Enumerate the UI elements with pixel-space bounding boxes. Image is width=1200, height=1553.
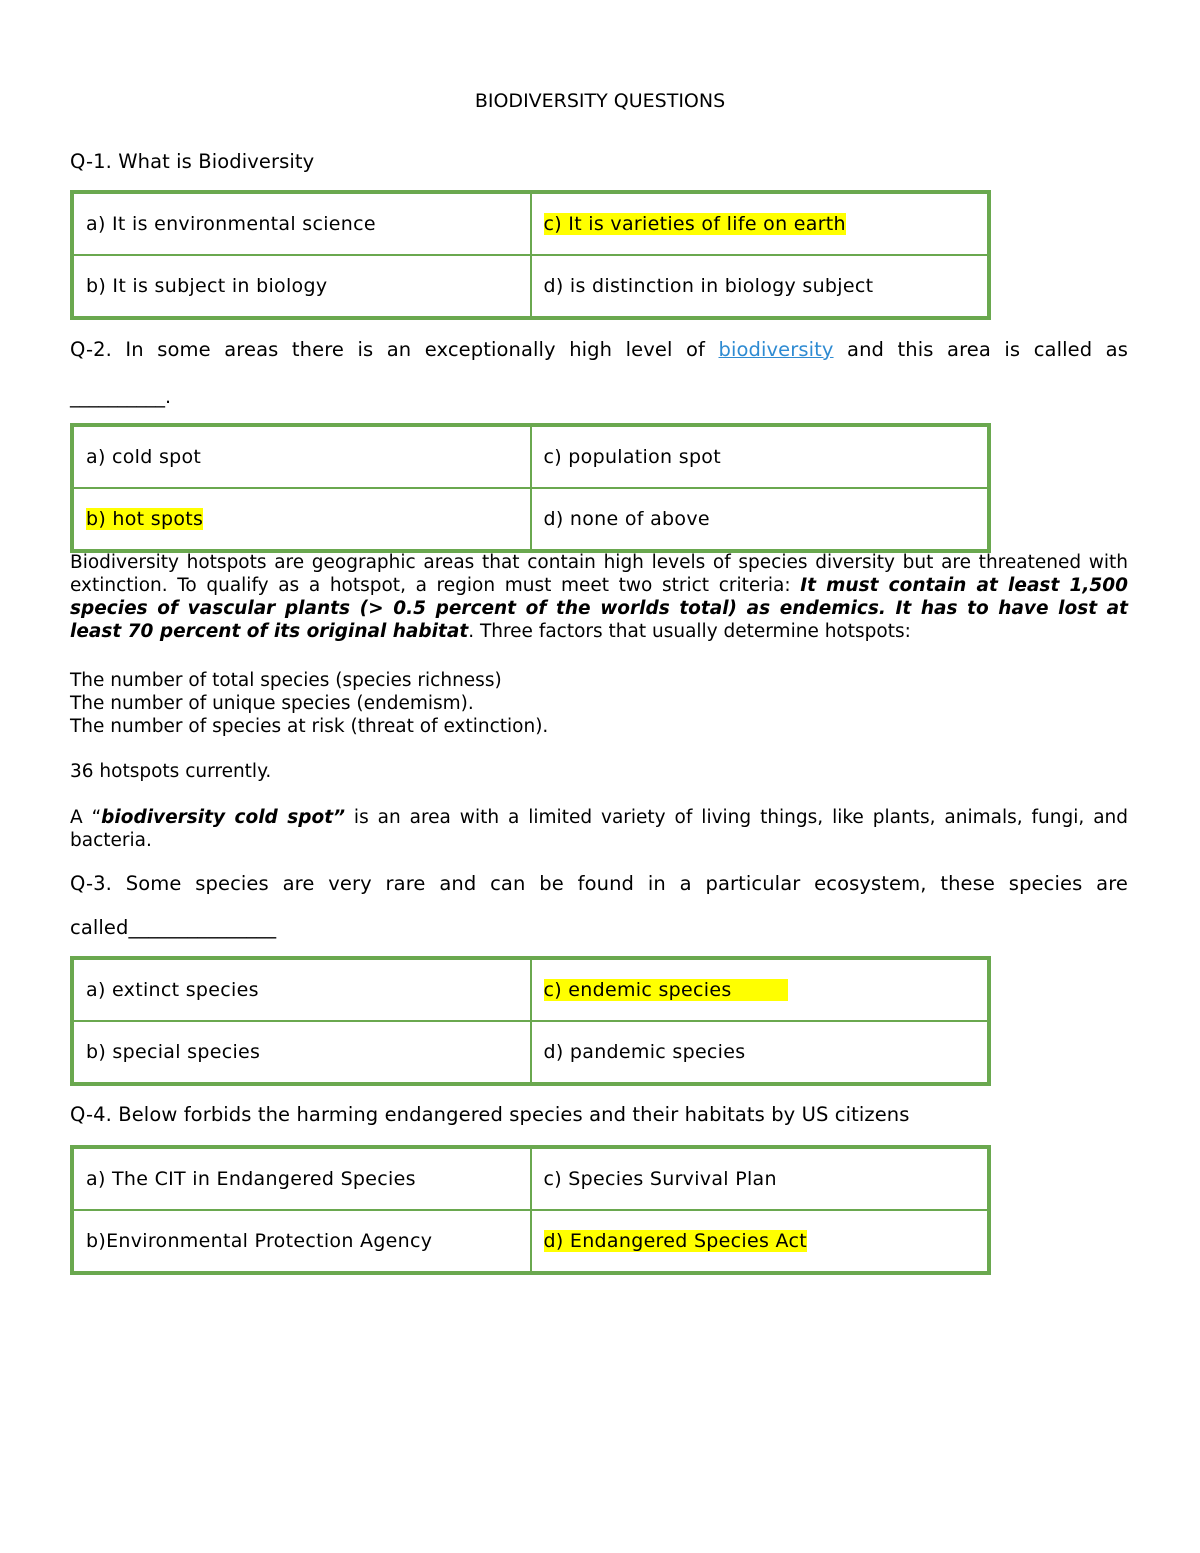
q4-option-b: b)Environmental Protection Agency bbox=[73, 1210, 531, 1272]
q3-options-table bbox=[70, 956, 991, 1086]
question-3-blank: called_______________ bbox=[70, 916, 277, 939]
question-2-blank: __________. bbox=[70, 386, 172, 408]
factor-item: The number of unique species (endemism). bbox=[70, 693, 474, 714]
q1-option-b: b) It is subject in biology bbox=[73, 255, 531, 317]
question-3: Q-3. Some species are very rare and can be found in a particular ecosystem, these species are bbox=[70, 872, 1128, 895]
hotspot-explanation: Biodiversity hotspots are geographic areas that contain high levels of species diversity but are threatened with extinction. To qualify as a hotspot, a region must meet two strict criteria: It must contain at least 1,500 species of vascular plants (> 0.5 percent of the worlds total) as endemics. It has to have lost at least 70 percent of its original habitat. Three factors that usually determine hotspots: bbox=[70, 552, 1128, 642]
page-title: BIODIVERSITY QUESTIONS bbox=[474, 90, 726, 112]
cold-spot-term: biodiversity cold spot” bbox=[101, 807, 345, 828]
question-1: Q-1. What is Biodiversity bbox=[70, 150, 315, 173]
q2-option-c: c) population spot bbox=[531, 426, 989, 488]
q2-option-d: d) none of above bbox=[531, 488, 989, 550]
q3-option-b: b) special species bbox=[73, 1021, 531, 1083]
q2-option-a: a) cold spot bbox=[73, 426, 531, 488]
q3-option-d: d) pandemic species bbox=[531, 1021, 989, 1083]
q4-option-c: c) Species Survival Plan bbox=[531, 1148, 989, 1210]
answer-highlight: b) hot spots bbox=[86, 508, 204, 530]
factor-item: The number of total species (species richness) bbox=[70, 670, 502, 691]
hotspot-criteria: It must contain at least 1,500 species of vascular plants (> 0.5 percent of the worlds total) as endemics. It has to have lost at least 70 percent of its original habitat bbox=[70, 575, 1128, 642]
q3-option-c bbox=[531, 959, 989, 1021]
q2-options-table bbox=[70, 423, 991, 553]
q4-option-d bbox=[531, 1210, 989, 1272]
factor-item: The number of species at risk (threat of extinction). bbox=[70, 716, 549, 737]
question-4: Q-4. Below forbids the harming endangered species and their habitats by US citizens bbox=[70, 1103, 910, 1126]
biodiversity-link[interactable]: biodiversity bbox=[718, 338, 834, 361]
answer-highlight: c) endemic species bbox=[544, 979, 788, 1001]
answer-highlight: d) Endangered Species Act bbox=[543, 1230, 807, 1252]
hotspot-count: 36 hotspots currently. bbox=[70, 761, 272, 782]
cold-spot-definition: A “biodiversity cold spot” is an area with a limited variety of living things, like plants, animals, fungi, and bacteria. bbox=[70, 807, 1128, 851]
q1-options-table bbox=[70, 190, 991, 320]
q1-option-c bbox=[531, 193, 989, 255]
q3-option-a: a) extinct species bbox=[73, 959, 531, 1021]
q1-option-d: d) is distinction in biology subject bbox=[531, 255, 989, 317]
question-2: Q-2. In some areas there is an exceptionally high level of biodiversity and this area is called as bbox=[70, 338, 1128, 361]
answer-highlight: c) It is varieties of life on earth bbox=[543, 213, 846, 235]
q4-option-a: a) The CIT in Endangered Species bbox=[73, 1148, 531, 1210]
hotspot-factor-list bbox=[70, 669, 1128, 738]
q1-option-a: a) It is environmental science bbox=[73, 193, 531, 255]
q2-option-b bbox=[73, 488, 531, 550]
q4-options-table bbox=[70, 1145, 991, 1275]
